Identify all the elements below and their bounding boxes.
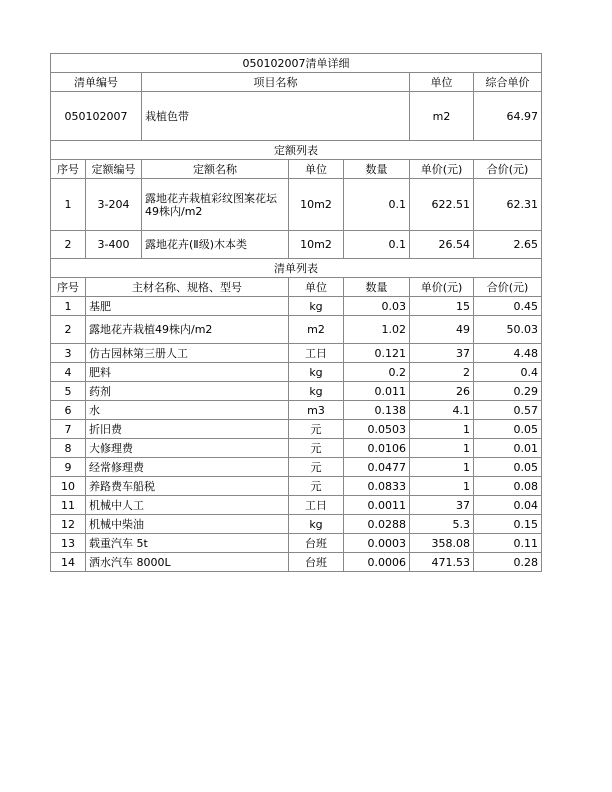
list-seq: 2: [51, 316, 86, 344]
list-row: [51, 344, 542, 363]
name-header: 项目名称: [142, 73, 410, 92]
list-unit: kg: [289, 515, 344, 534]
list-section-title: 清单列表: [51, 259, 542, 278]
quota-qty-header: 数量: [344, 160, 410, 179]
list-row: [51, 553, 542, 572]
list-total: 0.4: [474, 363, 542, 382]
list-qty: 0.0003: [344, 534, 410, 553]
list-seq: 10: [51, 477, 86, 496]
item-unit: m2: [410, 92, 474, 141]
quota-seq-header: 序号: [51, 160, 86, 179]
list-unit: 元: [289, 458, 344, 477]
quota-total-header: 合价(元): [474, 160, 542, 179]
list-total: 4.48: [474, 344, 542, 363]
list-seq-header: 序号: [51, 278, 86, 297]
list-price: 37: [410, 344, 474, 363]
quota-row: [51, 179, 542, 231]
list-name: 经常修理费: [86, 458, 289, 477]
quota-row: [51, 231, 542, 259]
list-header-row: [51, 278, 542, 297]
quota-qty: 0.1: [344, 231, 410, 259]
quota-total: 2.65: [474, 231, 542, 259]
list-qty: 0.0006: [344, 553, 410, 572]
list-seq: 14: [51, 553, 86, 572]
list-name: 机械中柴油: [86, 515, 289, 534]
list-qty: 0.0503: [344, 420, 410, 439]
list-price: 15: [410, 297, 474, 316]
list-unit: m2: [289, 316, 344, 344]
list-section-row: [51, 259, 542, 278]
list-row: [51, 297, 542, 316]
list-unit: 元: [289, 477, 344, 496]
list-total: 0.05: [474, 420, 542, 439]
quota-total: 62.31: [474, 179, 542, 231]
title-row: [51, 54, 542, 73]
list-total: 0.15: [474, 515, 542, 534]
list-qty: 0.0011: [344, 496, 410, 515]
quota-header-row: [51, 160, 542, 179]
list-total: 0.29: [474, 382, 542, 401]
quota-price-header: 单价(元): [410, 160, 474, 179]
list-qty-header: 数量: [344, 278, 410, 297]
quota-seq: 1: [51, 179, 86, 231]
list-seq: 6: [51, 401, 86, 420]
list-qty: 0.2: [344, 363, 410, 382]
list-total: 0.57: [474, 401, 542, 420]
list-price: 358.08: [410, 534, 474, 553]
list-seq: 3: [51, 344, 86, 363]
list-price: 1: [410, 420, 474, 439]
table-title: 050102007清单详细: [51, 54, 542, 73]
quota-section-row: [51, 141, 542, 160]
list-qty: 0.0833: [344, 477, 410, 496]
code-header: 清单编号: [51, 73, 142, 92]
quota-name: 露地花卉栽植彩纹图案花坛 49株内/m2: [142, 179, 289, 231]
list-total: 0.11: [474, 534, 542, 553]
list-price: 5.3: [410, 515, 474, 534]
list-name-header: 主材名称、规格、型号: [86, 278, 289, 297]
quota-code: 3-204: [86, 179, 142, 231]
list-total: 50.03: [474, 316, 542, 344]
item-name: 栽植色带: [142, 92, 410, 141]
list-unit: 元: [289, 439, 344, 458]
list-row: [51, 316, 542, 344]
quota-price: 622.51: [410, 179, 474, 231]
list-seq: 9: [51, 458, 86, 477]
list-name: 机械中人工: [86, 496, 289, 515]
list-price: 26: [410, 382, 474, 401]
list-name: 水: [86, 401, 289, 420]
list-qty: 0.0477: [344, 458, 410, 477]
list-qty: 1.02: [344, 316, 410, 344]
list-name: 露地花卉栽植49株内/m2: [86, 316, 289, 344]
list-row: [51, 477, 542, 496]
list-row: [51, 515, 542, 534]
quota-name: 露地花卉(Ⅱ级)木本类: [142, 231, 289, 259]
list-name: 洒水汽车 8000L: [86, 553, 289, 572]
list-price-header: 单价(元): [410, 278, 474, 297]
list-price: 49: [410, 316, 474, 344]
list-seq: 8: [51, 439, 86, 458]
quota-unit: 10m2: [289, 231, 344, 259]
bill-detail-table: [50, 53, 542, 572]
list-unit: 工日: [289, 496, 344, 515]
quota-unit: 10m2: [289, 179, 344, 231]
list-total: 0.05: [474, 458, 542, 477]
list-seq: 4: [51, 363, 86, 382]
list-seq: 12: [51, 515, 86, 534]
list-row: [51, 439, 542, 458]
list-total: 0.45: [474, 297, 542, 316]
list-name: 养路费车船税: [86, 477, 289, 496]
list-total: 0.08: [474, 477, 542, 496]
list-qty: 0.121: [344, 344, 410, 363]
list-qty: 0.03: [344, 297, 410, 316]
list-total: 0.28: [474, 553, 542, 572]
quota-qty: 0.1: [344, 179, 410, 231]
list-price: 2: [410, 363, 474, 382]
quota-seq: 2: [51, 231, 86, 259]
list-price: 1: [410, 458, 474, 477]
unit-header: 单位: [410, 73, 474, 92]
quota-code: 3-400: [86, 231, 142, 259]
list-unit: 元: [289, 420, 344, 439]
list-row: [51, 363, 542, 382]
list-qty: 0.0106: [344, 439, 410, 458]
list-price: 37: [410, 496, 474, 515]
list-price: 4.1: [410, 401, 474, 420]
list-qty: 0.0288: [344, 515, 410, 534]
list-row: [51, 534, 542, 553]
list-total-header: 合价(元): [474, 278, 542, 297]
list-name: 肥料: [86, 363, 289, 382]
quota-code-header: 定额编号: [86, 160, 142, 179]
list-qty: 0.138: [344, 401, 410, 420]
list-name: 药剂: [86, 382, 289, 401]
quota-section-title: 定额列表: [51, 141, 542, 160]
list-qty: 0.011: [344, 382, 410, 401]
item-price: 64.97: [474, 92, 542, 141]
quota-unit-header: 单位: [289, 160, 344, 179]
list-name: 折旧费: [86, 420, 289, 439]
list-name: 仿古园林第三册人工: [86, 344, 289, 363]
list-unit: 台班: [289, 553, 344, 572]
list-row: [51, 420, 542, 439]
list-seq: 1: [51, 297, 86, 316]
list-price: 1: [410, 477, 474, 496]
list-name: 载重汽车 5t: [86, 534, 289, 553]
header-row: [51, 73, 542, 92]
list-unit: 台班: [289, 534, 344, 553]
list-seq: 5: [51, 382, 86, 401]
price-header: 综合单价: [474, 73, 542, 92]
list-total: 0.04: [474, 496, 542, 515]
item-code: 050102007: [51, 92, 142, 141]
list-unit: kg: [289, 382, 344, 401]
quota-name-header: 定额名称: [142, 160, 289, 179]
list-total: 0.01: [474, 439, 542, 458]
list-row: [51, 401, 542, 420]
item-row: [51, 92, 542, 141]
list-price: 471.53: [410, 553, 474, 572]
list-seq: 13: [51, 534, 86, 553]
list-unit: kg: [289, 363, 344, 382]
list-row: [51, 458, 542, 477]
list-unit-header: 单位: [289, 278, 344, 297]
list-row: [51, 382, 542, 401]
quota-price: 26.54: [410, 231, 474, 259]
list-name: 大修理费: [86, 439, 289, 458]
list-unit: m3: [289, 401, 344, 420]
list-seq: 11: [51, 496, 86, 515]
list-seq: 7: [51, 420, 86, 439]
list-unit: kg: [289, 297, 344, 316]
list-row: [51, 496, 542, 515]
list-price: 1: [410, 439, 474, 458]
list-name: 基肥: [86, 297, 289, 316]
list-unit: 工日: [289, 344, 344, 363]
